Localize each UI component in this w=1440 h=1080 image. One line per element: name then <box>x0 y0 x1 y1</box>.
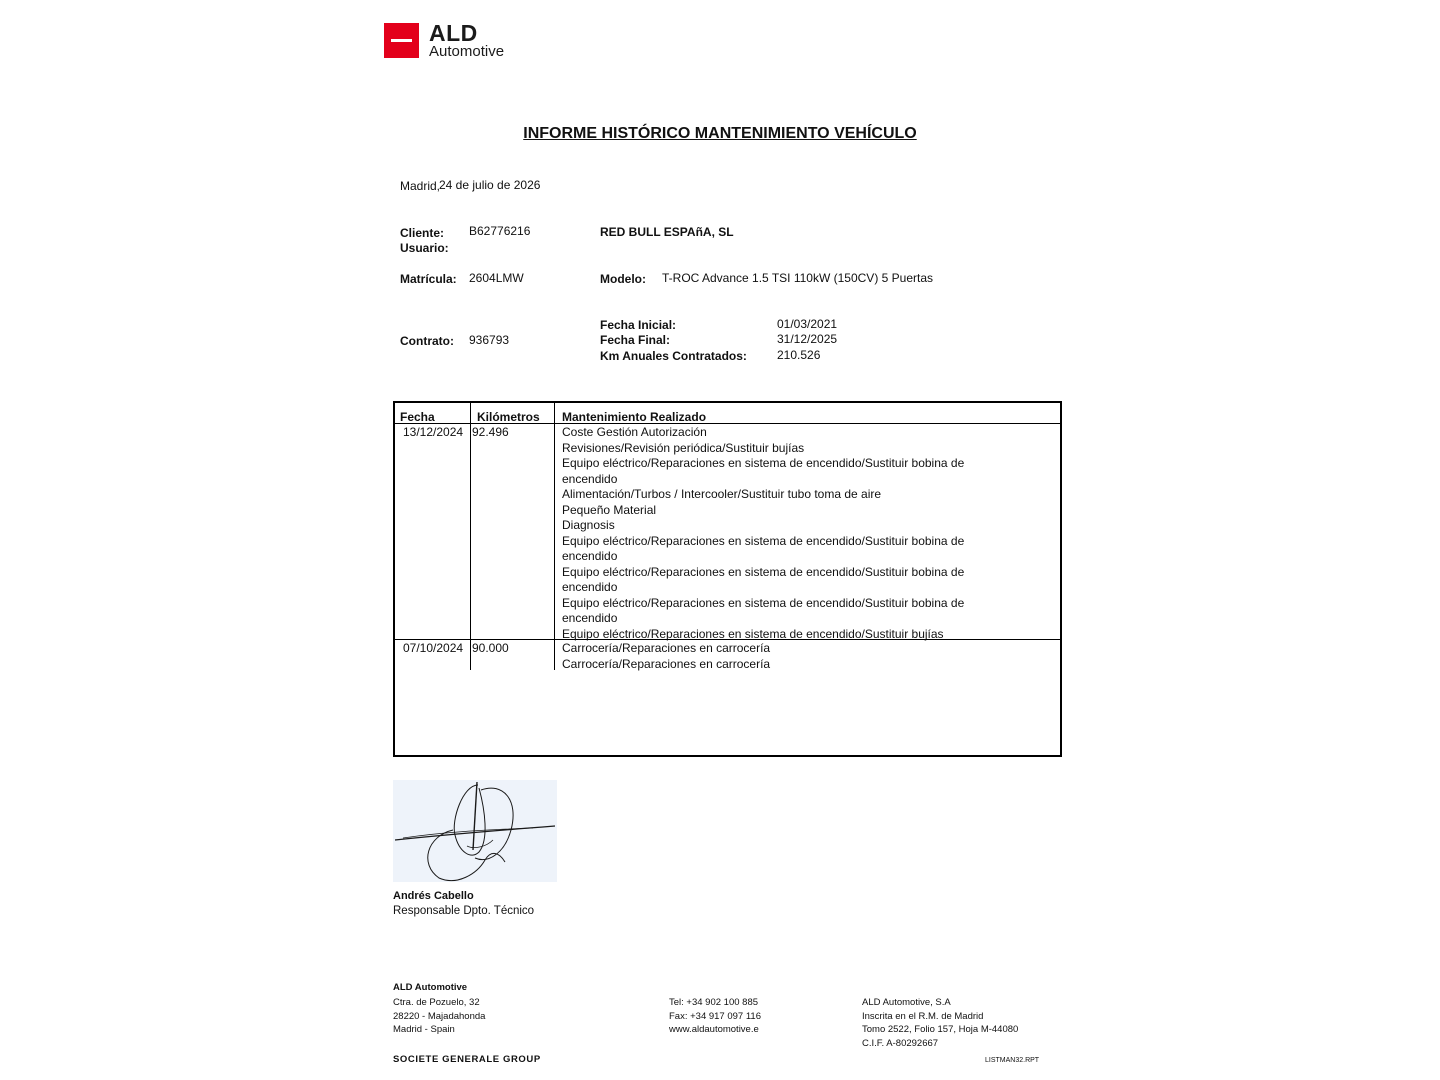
km-anuales-value: 210.526 <box>777 348 821 362</box>
footer-company: ALD Automotive <box>393 982 468 993</box>
work-item: Equipo eléctrico/Reparaciones en sistema de encendido/Sustituir bujías <box>562 626 944 641</box>
footer-report-code: LISTMAN32.RPT <box>985 1057 1040 1064</box>
signer-role: Responsable Dpto. Técnico <box>393 905 535 917</box>
work-item: encendido <box>562 471 618 486</box>
work-item: Coste Gestión Autorización <box>562 425 707 439</box>
work-item: Carrocería/Reparaciones en carrocería <box>562 641 771 655</box>
cliente-label: Cliente: <box>400 226 445 240</box>
report-date: 24 de julio de 2026 <box>439 178 541 192</box>
logo-brand: ALD <box>429 20 478 46</box>
logo-subtitle: Automotive <box>429 43 505 60</box>
cliente-name: RED BULL ESPAñA, SL <box>600 225 734 239</box>
contact-web: www.aldautomotive.e <box>669 1024 759 1036</box>
row2-work-list <box>562 641 770 672</box>
work-item: encendido <box>562 549 618 563</box>
fecha-final-value: 31/12/2025 <box>777 332 838 346</box>
maintenance-table <box>393 401 1062 757</box>
signer-name: Andrés Cabello <box>393 890 474 902</box>
report-title: INFORME HISTÓRICO MANTENIMIENTO VEHÍCULO <box>523 125 917 142</box>
cliente-value: B62776216 <box>469 224 531 238</box>
contrato-value: 936793 <box>469 333 510 347</box>
matricula-label: Matrícula: <box>400 272 457 286</box>
signature-image <box>393 780 557 882</box>
usuario-label: Usuario: <box>400 241 449 255</box>
footer-address <box>393 996 485 1037</box>
contact-fax: Fax: +34 917 097 116 <box>669 1010 761 1022</box>
contact-tel: Tel: +34 902 100 885 <box>669 997 759 1008</box>
header-fecha: Fecha <box>400 410 435 424</box>
row1-km: 92.496 <box>472 425 509 439</box>
work-item: Equipo eléctrico/Reparaciones en sistema de encendido/Sustituir bobina de <box>562 456 965 470</box>
modelo-value: T-ROC Advance 1.5 TSI 110kW (150CV) 5 Puertas <box>662 271 934 285</box>
work-item: Alimentación/Turbos / Intercooler/Sustituir tubo toma de aire <box>562 487 882 501</box>
work-item: encendido <box>562 580 618 594</box>
registry-line: Tomo 2522, Folio 157, Hoja M-44080 <box>862 1024 1019 1036</box>
row1-work-list <box>562 425 964 642</box>
fecha-final-label: Fecha Final: <box>600 333 671 347</box>
registry-line: ALD Automotive, S.A <box>862 997 951 1008</box>
work-item: Equipo eléctrico/Reparaciones en sistema de encendido/Sustituir bobina de <box>562 533 965 548</box>
footer-group: SOCIETE GENERALE GROUP <box>393 1054 541 1065</box>
work-item: Diagnosis <box>562 518 615 532</box>
work-item: Carrocería/Reparaciones en carrocería <box>562 656 771 671</box>
header-kilometros: Kilómetros <box>477 410 540 424</box>
work-item: encendido <box>562 611 618 625</box>
fecha-inicial-value: 01/03/2021 <box>777 317 838 331</box>
address-line: 28220 - Majadahonda <box>393 1010 486 1022</box>
footer-contact <box>669 996 761 1037</box>
address-line: Madrid - Spain <box>393 1024 455 1036</box>
matricula-value: 2604LMW <box>469 271 524 285</box>
contrato-label: Contrato: <box>400 334 454 348</box>
column-divider-fecha <box>470 403 471 670</box>
header-mantenimiento: Mantenimiento Realizado <box>562 410 707 424</box>
work-item: Equipo eléctrico/Reparaciones en sistema de encendido/Sustituir bobina de <box>562 595 965 610</box>
report-place: Madrid, <box>400 179 441 193</box>
registry-line: Inscrita en el R.M. de Madrid <box>862 1010 984 1022</box>
column-divider-km <box>554 403 555 670</box>
fecha-inicial-label: Fecha Inicial: <box>600 318 677 332</box>
ald-logo-mark <box>384 23 419 58</box>
work-item: Equipo eléctrico/Reparaciones en sistema de encendido/Sustituir bobina de <box>562 564 965 579</box>
address-line: Ctra. de Pozuelo, 32 <box>393 997 480 1008</box>
work-item: Pequeño Material <box>562 502 657 517</box>
row2-km: 90.000 <box>472 641 509 655</box>
modelo-label: Modelo: <box>600 272 646 286</box>
row1-fecha: 13/12/2024 <box>403 425 464 439</box>
footer-registry <box>862 996 1018 1051</box>
km-anuales-label: Km Anuales Contratados: <box>600 349 747 363</box>
work-item: Revisiones/Revisión periódica/Sustituir bujías <box>562 440 805 455</box>
row2-fecha: 07/10/2024 <box>403 641 464 655</box>
registry-line: C.I.F. A-80292667 <box>862 1038 939 1050</box>
